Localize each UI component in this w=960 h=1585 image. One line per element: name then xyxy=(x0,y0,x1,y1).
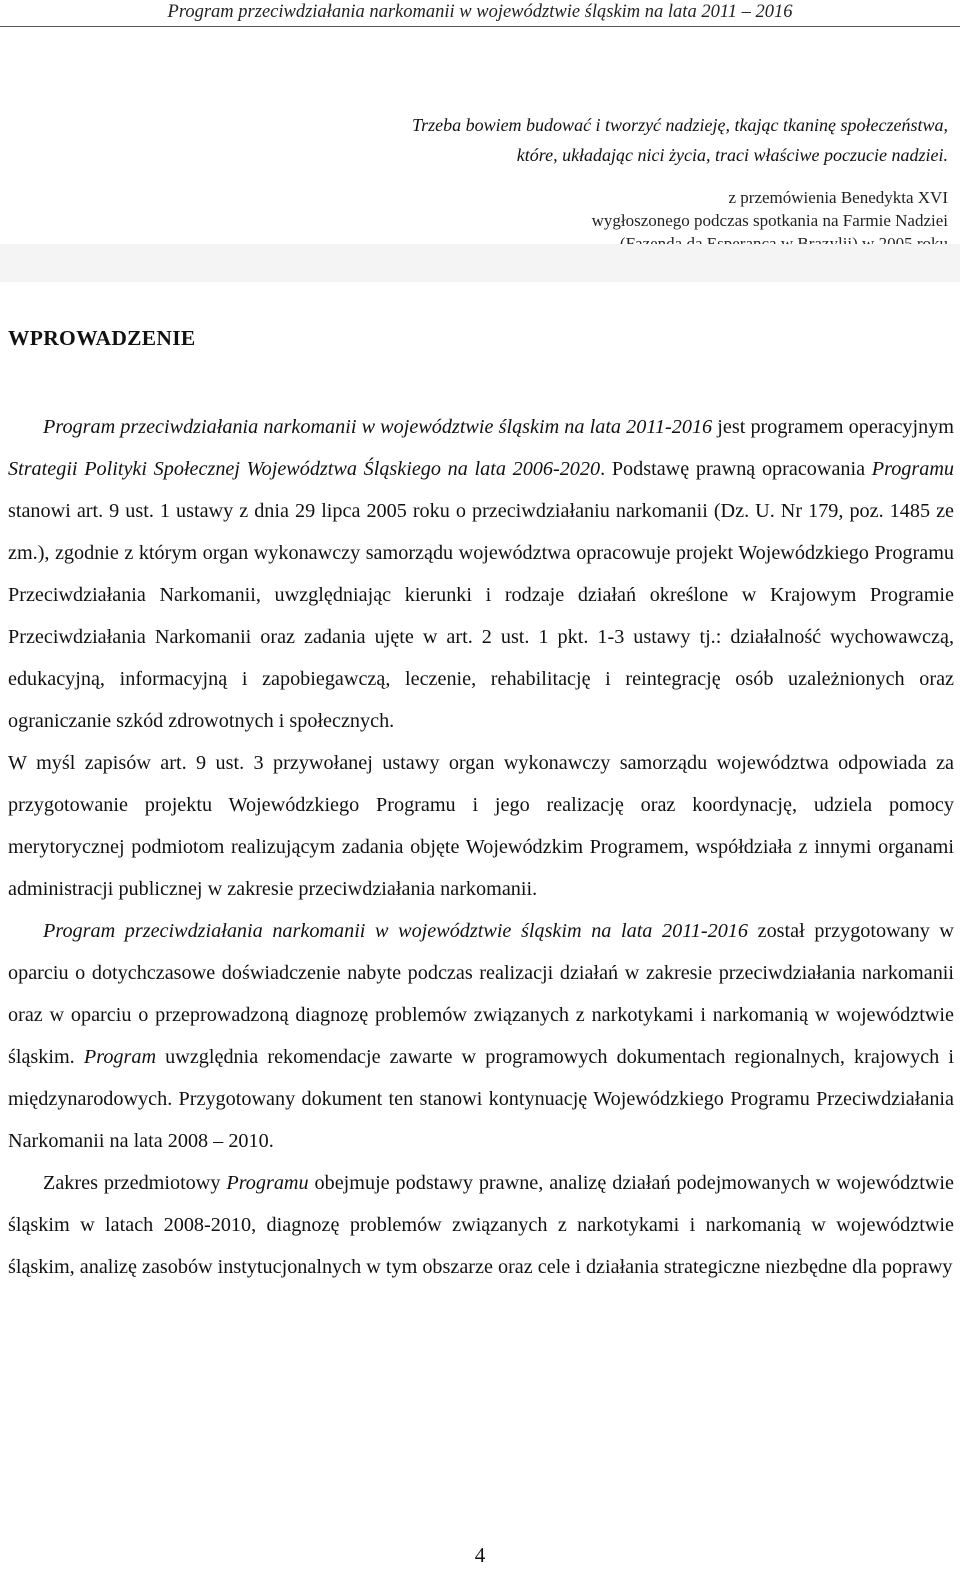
paragraph xyxy=(8,742,954,910)
italic-run: Programu xyxy=(226,1172,309,1194)
body-text xyxy=(8,406,954,1288)
shaded-band xyxy=(0,244,960,282)
source-line: z przemówienia Benedykta XVI xyxy=(728,188,948,207)
text-run: W myśl zapisów art. 9 ust. 3 przywołanej ustawy organ wykonawczy samorządu województwa odpowiada za przygotowanie projektu Wojewódzkiego Programu i jego realizację oraz koordynację, udziela pomocy merytorycznej podmiotom realizującym zadania objęte Wojewódzkim Programem, współdziała z innymi organami administracji publicznej w zakresie przeciwdziałania narkomanii. xyxy=(8,752,954,900)
italic-run: Program przeciwdziałania narkomanii w województwie śląskim na lata 2011-2016 xyxy=(43,920,748,942)
source-line: wygłoszonego podczas spotkania na Farmie Nadziei xyxy=(591,211,948,230)
paragraph xyxy=(8,406,954,742)
running-header: Program przeciwdziałania narkomanii w województwie śląskim na lata 2011 – 2016 xyxy=(0,0,960,27)
page-number: 4 xyxy=(474,1543,486,1567)
italic-run: Strategii Polityki Społecznej Województwa Śląskiego na lata 2006-2020 xyxy=(8,458,601,480)
text-run: . Podstawę prawną opracowania xyxy=(600,458,872,480)
text-run: został przygotowany w oparciu o dotychczasowe doświadczenie nabyte podczas realizacji działań w zakresie przeciwdziałania narkomanii oraz w oparciu o przeprowadzoną diagnozę problemów związanych z narkotykami i narkomanią w województwie śląskim. xyxy=(8,920,955,1068)
paragraph xyxy=(8,1162,954,1288)
text-run: jest programem operacyjnym xyxy=(712,416,955,438)
text-run: obejmuje podstawy prawne, analizę działań podejmowanych w województwie śląskim w latach 2008-2010, diagnozę problemów związanych z narkotykami i narkomanią w województwie śląskim, analizę zasobów instytucjonalnych w tym obszarze oraz cele i działania strategiczne niezbędne dla poprawy xyxy=(8,1172,954,1278)
text-run: Zakres przedmiotowy xyxy=(43,1172,227,1194)
paragraph xyxy=(8,910,954,1162)
text-run: uwzględnia rekomendacje zawarte w programowych dokumentach regionalnych, krajowych i międzynarodowych. Przygotowany dokument ten stanowi kontynuację Wojewódzkiego Programu Przeciwdziałania Narkomanii na lata 2008 – 2010. xyxy=(8,1046,954,1152)
epigraph-line: które, układając nici życia, traci właściwe poczucie nadziei. xyxy=(516,145,948,165)
italic-run: Program xyxy=(83,1046,157,1068)
italic-run: Program przeciwdziałania narkomanii w województwie śląskim na lata 2011-2016 xyxy=(43,416,713,438)
section-heading: WPROWADZENIE xyxy=(8,326,196,350)
italic-run: Programu xyxy=(871,458,954,480)
epigraph-quote xyxy=(148,110,948,170)
text-run: stanowi art. 9 ust. 1 ustawy z dnia 29 lipca 2005 roku o przeciwdziałaniu narkomanii (Dz. U. Nr 179, poz. 1485 ze zm.), zgodnie z którym organ wykonawczy samorządu województwa opracowuje projekt Wojewódzkiego Programu Przeciwdziałania Narkomanii, uwzględniając kierunki i rodzaje działań określone w Krajowym Programie Przeciwdziałania Narkomanii oraz zadania ujęte w art. 2 ust. 1 pkt. 1-3 ustawy tj.: działalność wychowawczą, edukacyjną, informacyjną i zapobiegawczą, leczenie, rehabilitację i reintegrację osób uzależnionych oraz ograniczanie szkód zdrowotnych i społecznych. xyxy=(8,500,954,732)
epigraph-line: Trzeba bowiem budować i tworzyć nadzieję, tkając tkaninę społeczeństwa, xyxy=(412,115,948,135)
